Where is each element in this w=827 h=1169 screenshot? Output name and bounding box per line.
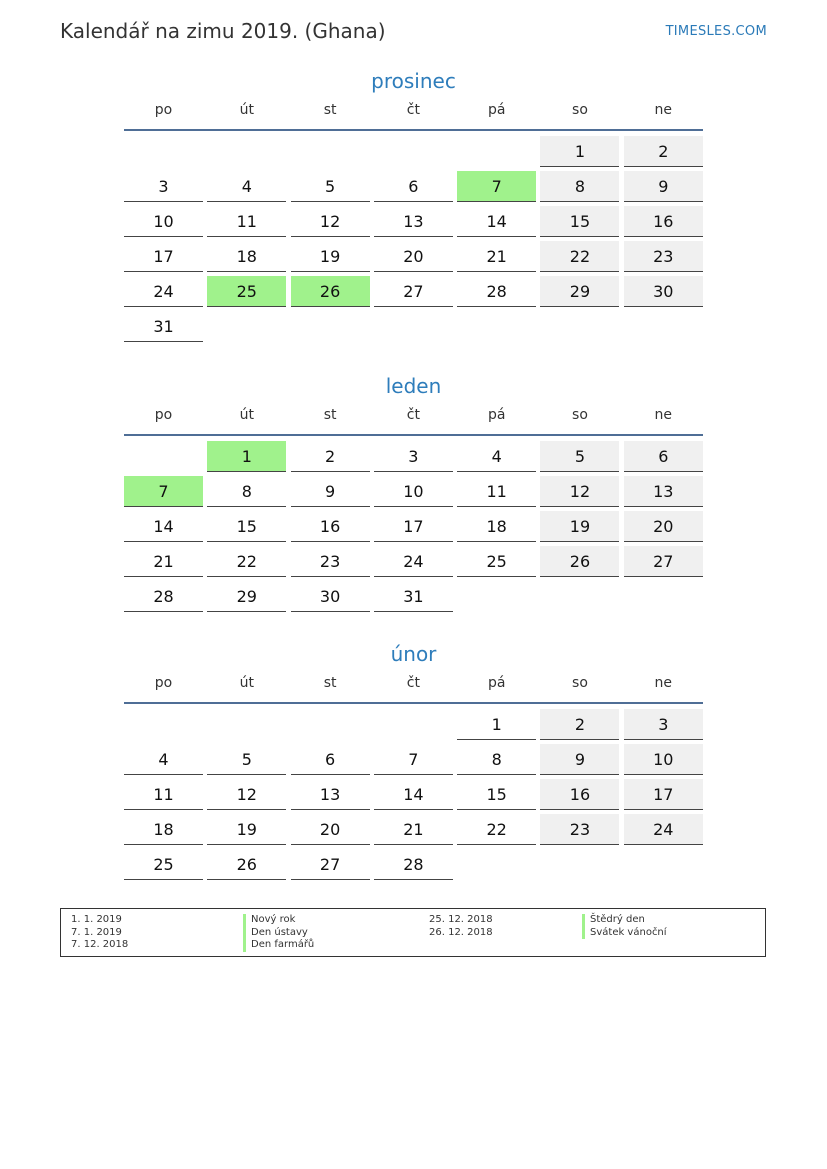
day-cell: 8 xyxy=(457,744,536,775)
empty-cell xyxy=(124,441,203,472)
day-cell: 9 xyxy=(291,476,370,507)
day-cell: 28 xyxy=(374,849,453,880)
empty-cell xyxy=(457,136,536,167)
day-cell: 4 xyxy=(457,441,536,472)
weekday-header xyxy=(124,99,703,129)
day-cell: 15 xyxy=(207,511,286,542)
day-cell: 2 xyxy=(540,709,619,740)
day-cell: 11 xyxy=(207,206,286,237)
day-cell: 19 xyxy=(291,241,370,272)
legend-holiday-name: Štědrý den xyxy=(582,914,667,927)
day-grid xyxy=(124,441,703,612)
month-name: únor xyxy=(390,642,437,666)
day-cell: 12 xyxy=(207,779,286,810)
month-february xyxy=(124,642,703,880)
day-cell: 18 xyxy=(457,511,536,542)
day-cell: 15 xyxy=(457,779,536,810)
day-cell: 13 xyxy=(291,779,370,810)
legend-date: 7. 12. 2018 xyxy=(71,939,129,950)
day-cell: 3 xyxy=(374,441,453,472)
day-cell: 30 xyxy=(624,276,703,307)
weekday-label: pá xyxy=(487,675,506,691)
day-cell: 22 xyxy=(457,814,536,845)
empty-cell xyxy=(207,136,286,167)
day-cell: 28 xyxy=(457,276,536,307)
day-cell: 31 xyxy=(374,581,453,612)
weekday-label: so xyxy=(572,675,588,691)
legend-names-left xyxy=(243,914,314,952)
day-cell: 18 xyxy=(207,241,286,272)
page-title: Kalendář na zimu 2019. (Ghana) xyxy=(60,19,386,43)
day-cell: 2 xyxy=(291,441,370,472)
day-cell: 1 xyxy=(540,136,619,167)
day-cell: 14 xyxy=(374,779,453,810)
legend-date: 1. 1. 2019 xyxy=(71,914,122,925)
legend-holiday-name: Nový rok xyxy=(243,914,314,927)
weekday-label: po xyxy=(154,102,173,118)
day-cell: 3 xyxy=(624,709,703,740)
day-cell: 16 xyxy=(540,779,619,810)
empty-cell xyxy=(207,709,286,740)
day-cell: 27 xyxy=(374,276,453,307)
weekday-label: čt xyxy=(406,675,420,691)
day-cell: 5 xyxy=(207,744,286,775)
weekday-label: so xyxy=(572,102,588,118)
header-rule xyxy=(124,129,703,131)
weekday-label: st xyxy=(323,102,337,118)
day-cell: 9 xyxy=(624,171,703,202)
month-name: prosinec xyxy=(371,69,456,93)
weekday-label: po xyxy=(154,407,173,423)
weekday-label: út xyxy=(239,407,254,423)
day-cell: 8 xyxy=(540,171,619,202)
month-january xyxy=(124,374,703,612)
day-cell: 27 xyxy=(291,849,370,880)
day-cell: 14 xyxy=(457,206,536,237)
day-cell: 23 xyxy=(291,546,370,577)
legend-dates-left xyxy=(71,914,128,952)
holiday-day-cell: 1 xyxy=(207,441,286,472)
day-cell: 11 xyxy=(457,476,536,507)
day-cell: 21 xyxy=(124,546,203,577)
day-cell: 24 xyxy=(624,814,703,845)
day-cell: 3 xyxy=(124,171,203,202)
day-cell: 24 xyxy=(124,276,203,307)
day-cell: 21 xyxy=(457,241,536,272)
weekday-label: so xyxy=(572,407,588,423)
day-cell: 7 xyxy=(374,744,453,775)
day-cell: 4 xyxy=(124,744,203,775)
day-cell: 16 xyxy=(624,206,703,237)
day-cell: 29 xyxy=(540,276,619,307)
day-cell: 13 xyxy=(374,206,453,237)
holiday-day-cell: 25 xyxy=(207,276,286,307)
legend-dates-right xyxy=(429,914,493,939)
day-cell: 10 xyxy=(374,476,453,507)
day-cell: 20 xyxy=(374,241,453,272)
day-cell: 20 xyxy=(291,814,370,845)
day-cell: 8 xyxy=(207,476,286,507)
day-cell: 24 xyxy=(374,546,453,577)
day-cell: 2 xyxy=(624,136,703,167)
day-cell: 23 xyxy=(540,814,619,845)
holiday-legend xyxy=(60,908,766,957)
day-cell: 22 xyxy=(540,241,619,272)
weekday-label: ne xyxy=(654,102,673,118)
legend-holiday-name: Den ústavy xyxy=(243,927,314,940)
weekday-header xyxy=(124,404,703,434)
day-cell: 12 xyxy=(291,206,370,237)
day-cell: 9 xyxy=(540,744,619,775)
weekday-label: pá xyxy=(487,102,506,118)
day-cell: 29 xyxy=(207,581,286,612)
weekday-label: ne xyxy=(654,675,673,691)
empty-cell xyxy=(124,136,203,167)
day-cell: 18 xyxy=(124,814,203,845)
day-cell: 12 xyxy=(540,476,619,507)
month-december xyxy=(124,69,703,342)
day-cell: 19 xyxy=(207,814,286,845)
day-cell: 16 xyxy=(291,511,370,542)
day-cell: 15 xyxy=(540,206,619,237)
weekday-label: čt xyxy=(406,102,420,118)
header-rule xyxy=(124,434,703,436)
weekday-label: st xyxy=(323,407,337,423)
day-cell: 25 xyxy=(124,849,203,880)
empty-cell xyxy=(374,136,453,167)
weekday-label: st xyxy=(323,675,337,691)
day-cell: 6 xyxy=(624,441,703,472)
day-cell: 20 xyxy=(624,511,703,542)
day-cell: 17 xyxy=(124,241,203,272)
day-cell: 28 xyxy=(124,581,203,612)
legend-names-right xyxy=(582,914,667,939)
day-cell: 25 xyxy=(457,546,536,577)
legend-date: 7. 1. 2019 xyxy=(71,926,122,938)
day-cell: 5 xyxy=(540,441,619,472)
day-cell: 30 xyxy=(291,581,370,612)
month-name: leden xyxy=(385,374,442,398)
day-cell: 6 xyxy=(291,744,370,775)
day-cell: 26 xyxy=(540,546,619,577)
day-cell: 14 xyxy=(124,511,203,542)
weekday-label: ne xyxy=(654,407,673,423)
day-cell: 22 xyxy=(207,546,286,577)
legend-holiday-name: Svátek vánoční xyxy=(582,927,667,940)
weekday-label: čt xyxy=(406,407,420,423)
holiday-day-cell: 7 xyxy=(457,171,536,202)
weekday-label: pá xyxy=(487,407,506,423)
day-cell: 26 xyxy=(207,849,286,880)
day-cell: 21 xyxy=(374,814,453,845)
header-rule xyxy=(124,702,703,704)
holiday-day-cell: 7 xyxy=(124,476,203,507)
holiday-day-cell: 26 xyxy=(291,276,370,307)
site-link[interactable]: TIMESLES.COM xyxy=(665,24,767,39)
day-cell: 27 xyxy=(624,546,703,577)
weekday-label: út xyxy=(239,102,254,118)
weekday-label: út xyxy=(239,675,254,691)
empty-cell xyxy=(291,709,370,740)
legend-date: 25. 12. 2018 xyxy=(429,914,493,925)
legend-date: 26. 12. 2018 xyxy=(429,926,493,938)
day-cell: 5 xyxy=(291,171,370,202)
weekday-label: po xyxy=(154,675,173,691)
empty-cell xyxy=(124,709,203,740)
day-cell: 1 xyxy=(457,709,536,740)
legend-holiday-name: Den farmářů xyxy=(243,939,314,952)
day-cell: 23 xyxy=(624,241,703,272)
day-grid xyxy=(124,709,703,880)
weekday-header xyxy=(124,672,703,702)
empty-cell xyxy=(291,136,370,167)
day-cell: 17 xyxy=(624,779,703,810)
empty-cell xyxy=(374,709,453,740)
day-cell: 6 xyxy=(374,171,453,202)
day-cell: 11 xyxy=(124,779,203,810)
day-cell: 17 xyxy=(374,511,453,542)
day-grid xyxy=(124,136,703,342)
day-cell: 31 xyxy=(124,311,203,342)
day-cell: 13 xyxy=(624,476,703,507)
day-cell: 10 xyxy=(624,744,703,775)
day-cell: 4 xyxy=(207,171,286,202)
day-cell: 10 xyxy=(124,206,203,237)
day-cell: 19 xyxy=(540,511,619,542)
